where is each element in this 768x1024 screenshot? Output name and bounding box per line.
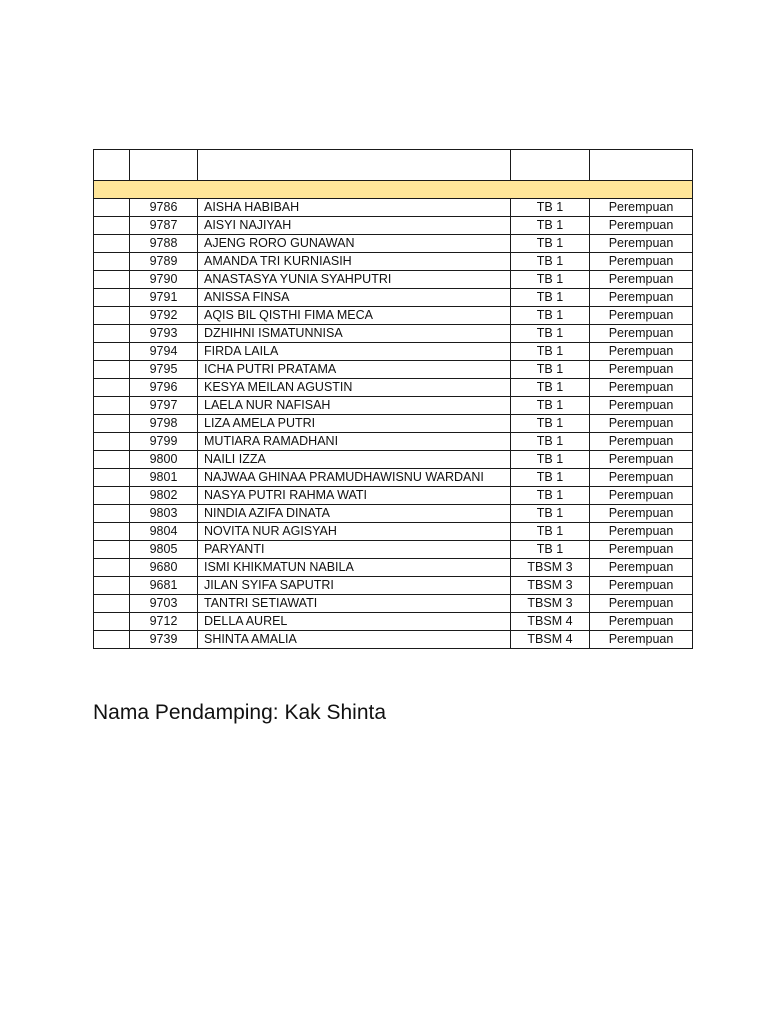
student-number-cell: 9804: [130, 523, 198, 541]
row-index-cell: [94, 253, 130, 271]
companion-name-text: Nama Pendamping: Kak Shinta: [93, 701, 387, 724]
student-gender-cell: Perempuan: [590, 379, 693, 397]
student-gender-cell: Perempuan: [590, 541, 693, 559]
table-row: [94, 451, 693, 469]
table-row: [94, 415, 693, 433]
table-row: [94, 289, 693, 307]
student-name-cell: ICHA PUTRI PRATAMA: [198, 361, 511, 379]
student-gender-cell: Perempuan: [590, 595, 693, 613]
table-row: [94, 271, 693, 289]
row-index-cell: [94, 415, 130, 433]
student-class-cell: TB 1: [511, 433, 590, 451]
row-index-cell: [94, 613, 130, 631]
row-index-cell: [94, 523, 130, 541]
student-class-cell: TB 1: [511, 451, 590, 469]
table-row: [94, 379, 693, 397]
table-row: [94, 343, 693, 361]
table-row: [94, 397, 693, 415]
student-class-cell: TB 1: [511, 325, 590, 343]
student-table-body: [94, 150, 693, 649]
highlight-band-row: [94, 181, 693, 199]
row-index-cell: [94, 235, 130, 253]
student-number-cell: 9739: [130, 631, 198, 649]
student-class-cell: TB 1: [511, 379, 590, 397]
student-name-cell: AMANDA TRI KURNIASIH: [198, 253, 511, 271]
table-row: [94, 199, 693, 217]
student-number-cell: 9786: [130, 199, 198, 217]
student-gender-cell: Perempuan: [590, 361, 693, 379]
row-index-cell: [94, 541, 130, 559]
student-gender-cell: Perempuan: [590, 271, 693, 289]
student-number-cell: 9792: [130, 307, 198, 325]
row-index-cell: [94, 379, 130, 397]
student-class-cell: TB 1: [511, 487, 590, 505]
row-index-cell: [94, 469, 130, 487]
student-number-cell: 9791: [130, 289, 198, 307]
student-gender-cell: Perempuan: [590, 343, 693, 361]
student-name-cell: LAELA NUR NAFISAH: [198, 397, 511, 415]
table-row: [94, 613, 693, 631]
student-class-cell: TB 1: [511, 397, 590, 415]
table-row: [94, 235, 693, 253]
student-name-cell: NAJWAA GHINAA PRAMUDHAWISNU WARDANI: [198, 469, 511, 487]
student-class-cell: TB 1: [511, 271, 590, 289]
header-cell-index: [94, 150, 130, 181]
student-gender-cell: Perempuan: [590, 433, 693, 451]
student-name-cell: ANISSA FINSA: [198, 289, 511, 307]
student-class-cell: TBSM 3: [511, 577, 590, 595]
student-name-cell: MUTIARA RAMADHANI: [198, 433, 511, 451]
row-index-cell: [94, 505, 130, 523]
row-index-cell: [94, 325, 130, 343]
student-name-cell: JILAN SYIFA SAPUTRI: [198, 577, 511, 595]
student-class-cell: TB 1: [511, 523, 590, 541]
student-number-cell: 9805: [130, 541, 198, 559]
student-gender-cell: Perempuan: [590, 415, 693, 433]
student-name-cell: ISMI KHIKMATUN NABILA: [198, 559, 511, 577]
row-index-cell: [94, 361, 130, 379]
row-index-cell: [94, 433, 130, 451]
student-number-cell: 9797: [130, 397, 198, 415]
row-index-cell: [94, 289, 130, 307]
student-number-cell: 9798: [130, 415, 198, 433]
student-number-cell: 9794: [130, 343, 198, 361]
table-row: [94, 361, 693, 379]
table-row: [94, 307, 693, 325]
header-cell-number: [130, 150, 198, 181]
table-row: [94, 631, 693, 649]
row-index-cell: [94, 271, 130, 289]
student-number-cell: 9788: [130, 235, 198, 253]
student-number-cell: 9680: [130, 559, 198, 577]
header-cell-gender: [590, 150, 693, 181]
student-name-cell: NOVITA NUR AGISYAH: [198, 523, 511, 541]
table-row: [94, 595, 693, 613]
student-class-cell: TB 1: [511, 253, 590, 271]
student-name-cell: DELLA AUREL: [198, 613, 511, 631]
student-number-cell: 9703: [130, 595, 198, 613]
student-gender-cell: Perempuan: [590, 397, 693, 415]
student-gender-cell: Perempuan: [590, 289, 693, 307]
table-row: [94, 325, 693, 343]
student-table: [93, 149, 693, 649]
student-class-cell: TB 1: [511, 361, 590, 379]
student-number-cell: 9802: [130, 487, 198, 505]
student-number-cell: 9712: [130, 613, 198, 631]
student-number-cell: 9681: [130, 577, 198, 595]
table-row: [94, 433, 693, 451]
row-index-cell: [94, 199, 130, 217]
student-class-cell: TB 1: [511, 217, 590, 235]
table-row: [94, 577, 693, 595]
student-name-cell: NAILI IZZA: [198, 451, 511, 469]
student-class-cell: TBSM 3: [511, 595, 590, 613]
table-row: [94, 469, 693, 487]
student-name-cell: PARYANTI: [198, 541, 511, 559]
student-gender-cell: Perempuan: [590, 199, 693, 217]
table-row: [94, 523, 693, 541]
row-index-cell: [94, 559, 130, 577]
student-name-cell: NASYA PUTRI RAHMA WATI: [198, 487, 511, 505]
student-number-cell: 9789: [130, 253, 198, 271]
student-class-cell: TBSM 3: [511, 559, 590, 577]
student-gender-cell: Perempuan: [590, 451, 693, 469]
highlight-band-cell: [94, 181, 693, 199]
student-gender-cell: Perempuan: [590, 613, 693, 631]
student-name-cell: FIRDA LAILA: [198, 343, 511, 361]
student-name-cell: DZHIHNI ISMATUNNISA: [198, 325, 511, 343]
student-number-cell: 9800: [130, 451, 198, 469]
row-index-cell: [94, 217, 130, 235]
student-gender-cell: Perempuan: [590, 325, 693, 343]
student-class-cell: TB 1: [511, 343, 590, 361]
student-gender-cell: Perempuan: [590, 469, 693, 487]
row-index-cell: [94, 397, 130, 415]
student-name-cell: AISHA HABIBAH: [198, 199, 511, 217]
student-class-cell: TB 1: [511, 289, 590, 307]
table-row: [94, 487, 693, 505]
student-class-cell: TB 1: [511, 235, 590, 253]
student-class-cell: TB 1: [511, 199, 590, 217]
student-name-cell: NINDIA AZIFA DINATA: [198, 505, 511, 523]
student-gender-cell: Perempuan: [590, 253, 693, 271]
student-name-cell: AISYI NAJIYAH: [198, 217, 511, 235]
student-name-cell: LIZA AMELA PUTRI: [198, 415, 511, 433]
student-name-cell: AQIS BIL QISTHI FIMA MECA: [198, 307, 511, 325]
row-index-cell: [94, 631, 130, 649]
row-index-cell: [94, 595, 130, 613]
student-number-cell: 9793: [130, 325, 198, 343]
student-gender-cell: Perempuan: [590, 559, 693, 577]
table-header-row: [94, 150, 693, 181]
student-name-cell: KESYA MEILAN AGUSTIN: [198, 379, 511, 397]
student-gender-cell: Perempuan: [590, 217, 693, 235]
student-name-cell: SHINTA AMALIA: [198, 631, 511, 649]
student-class-cell: TBSM 4: [511, 631, 590, 649]
student-gender-cell: Perempuan: [590, 307, 693, 325]
header-cell-name: [198, 150, 511, 181]
row-index-cell: [94, 343, 130, 361]
row-index-cell: [94, 451, 130, 469]
table-row: [94, 217, 693, 235]
student-class-cell: TB 1: [511, 415, 590, 433]
row-index-cell: [94, 577, 130, 595]
student-gender-cell: Perempuan: [590, 235, 693, 253]
student-number-cell: 9787: [130, 217, 198, 235]
student-number-cell: 9795: [130, 361, 198, 379]
student-gender-cell: Perempuan: [590, 523, 693, 541]
table-row: [94, 541, 693, 559]
student-class-cell: TB 1: [511, 469, 590, 487]
student-number-cell: 9790: [130, 271, 198, 289]
student-name-cell: ANASTASYA YUNIA SYAHPUTRI: [198, 271, 511, 289]
student-class-cell: TB 1: [511, 307, 590, 325]
student-number-cell: 9803: [130, 505, 198, 523]
student-number-cell: 9796: [130, 379, 198, 397]
student-gender-cell: Perempuan: [590, 577, 693, 595]
student-class-cell: TB 1: [511, 505, 590, 523]
student-class-cell: TBSM 4: [511, 613, 590, 631]
student-name-cell: TANTRI SETIAWATI: [198, 595, 511, 613]
student-gender-cell: Perempuan: [590, 631, 693, 649]
student-gender-cell: Perempuan: [590, 487, 693, 505]
row-index-cell: [94, 307, 130, 325]
table-row: [94, 505, 693, 523]
header-cell-class: [511, 150, 590, 181]
table-row: [94, 253, 693, 271]
student-number-cell: 9801: [130, 469, 198, 487]
table-row: [94, 559, 693, 577]
row-index-cell: [94, 487, 130, 505]
student-name-cell: AJENG RORO GUNAWAN: [198, 235, 511, 253]
student-number-cell: 9799: [130, 433, 198, 451]
student-class-cell: TB 1: [511, 541, 590, 559]
student-gender-cell: Perempuan: [590, 505, 693, 523]
